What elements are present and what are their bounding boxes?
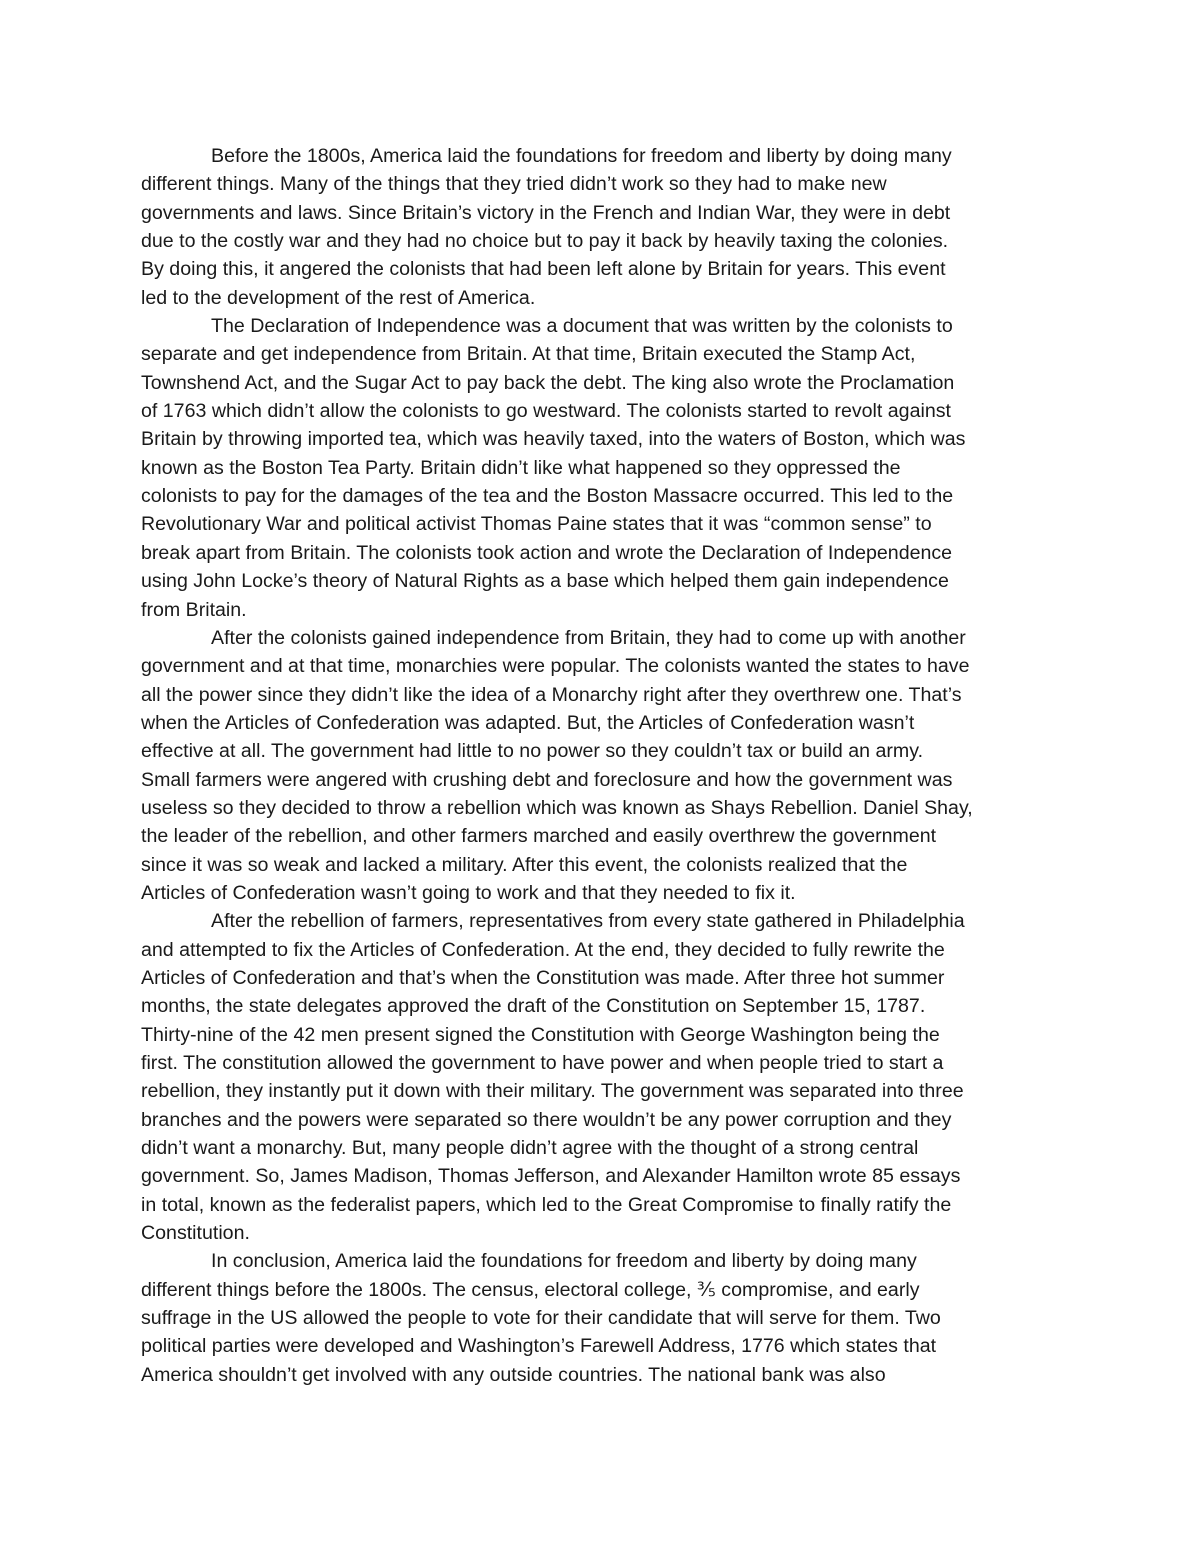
- text-line: Articles of Confederation wasn’t going to work and that they needed to fix it.: [141, 881, 796, 904]
- text-line: separate and get independence from Britain. At that time, Britain executed the Stamp Act,: [141, 343, 916, 366]
- text-line: rebellion, they instantly put it down with their military. The government was separated into three: [141, 1080, 964, 1103]
- text-line: since it was so weak and lacked a military. After this event, the colonists realized that the: [141, 853, 908, 876]
- text-line: Thirty-nine of the 42 men present signed the Constitution with George Washington being the: [141, 1023, 940, 1046]
- paragraph-first-line: After the rebellion of farmers, representatives from every state gathered in Philadelphia: [211, 910, 965, 933]
- text-line: first. The constitution allowed the government to have power and when people tried to start a: [141, 1052, 944, 1074]
- text-line: Constitution.: [141, 1222, 250, 1245]
- essay-body: [141, 142, 1066, 1389]
- text-line: By doing this, it angered the colonists that had been left alone by Britain for years. This event: [141, 258, 946, 281]
- text-line: of 1763 which didn’t allow the colonists to go westward. The colonists started to revolt against: [141, 400, 951, 423]
- text-line: useless so they decided to throw a rebellion which was known as Shays Rebellion. Daniel Shay,: [141, 796, 973, 819]
- text-line: Britain by throwing imported tea, which was heavily taxed, into the waters of Boston, which was: [141, 428, 966, 451]
- text-line: government and at that time, monarchies were popular. The colonists wanted the states to have: [141, 655, 970, 678]
- text-line: Small farmers were angered with crushing debt and foreclosure and how the government was: [141, 768, 953, 791]
- text-line: break apart from Britain. The colonists took action and wrote the Declaration of Independence: [141, 541, 953, 564]
- text-line: Articles of Confederation and that’s when the Constitution was made. After three hot summer: [141, 966, 945, 989]
- text-line: the leader of the rebellion, and other farmers marched and easily overthrew the government: [141, 825, 937, 848]
- text-line: colonists to pay for the damages of the tea and the Boston Massacre occurred. This led to the: [141, 485, 954, 508]
- text-line: and attempted to fix the Articles of Confederation. At the end, they decided to fully rewrite the: [141, 938, 945, 961]
- text-line: branches and the powers were separated so there wouldn’t be any power corruption and they: [141, 1108, 952, 1131]
- text-line: didn’t want a monarchy. But, many people didn’t agree with the thought of a strong central: [141, 1137, 919, 1160]
- text-line: governments and laws. Since Britain’s victory in the French and Indian War, they were in debt: [141, 201, 951, 224]
- text-line: Townshend Act, and the Sugar Act to pay back the debt. The king also wrote the Proclamation: [141, 371, 955, 394]
- text-line: using John Locke’s theory of Natural Rights as a base which helped them gain independence: [141, 570, 949, 593]
- text-line: Revolutionary War and political activist Thomas Paine states that it was “common sense” to: [141, 513, 932, 536]
- paragraph-first-line: After the colonists gained independence from Britain, they had to come up with another: [211, 626, 966, 649]
- text-line: months, the state delegates approved the draft of the Constitution on September 15, 1787.: [141, 995, 926, 1018]
- text-line: when the Articles of Confederation was adapted. But, the Articles of Confederation wasn’t: [141, 711, 915, 734]
- text-line: suffrage in the US allowed the people to vote for their candidate that will serve for them. Two: [141, 1307, 941, 1330]
- text-line: from Britain.: [141, 598, 247, 621]
- paragraph-first-line: Before the 1800s, America laid the foundations for freedom and liberty by doing many: [211, 145, 952, 167]
- text-line: effective at all. The government had little to no power so they couldn’t tax or build an army.: [141, 740, 924, 763]
- text-line: due to the costly war and they had no choice but to pay it back by heavily taxing the colonies.: [141, 230, 949, 253]
- text-line: different things. Many of the things that they tried didn’t work so they had to make new: [141, 173, 887, 196]
- text-line: in total, known as the federalist papers, which led to the Great Compromise to finally ratify the: [141, 1193, 952, 1216]
- text-line: all the power since they didn’t like the idea of a Monarchy right after they overthrew one. That’s: [141, 683, 962, 706]
- text-line: political parties were developed and Washington’s Farewell Address, 1776 which states that: [141, 1335, 937, 1358]
- paragraph-first-line: The Declaration of Independence was a document that was written by the colonists to: [211, 315, 953, 338]
- text-line: government. So, James Madison, Thomas Jefferson, and Alexander Hamilton wrote 85 essays: [141, 1165, 961, 1188]
- text-line: America shouldn’t get involved with any outside countries. The national bank was also: [141, 1363, 886, 1386]
- text-line: led to the development of the rest of America.: [141, 286, 536, 309]
- paragraph-first-line: In conclusion, America laid the foundations for freedom and liberty by doing many: [211, 1250, 917, 1273]
- text-line: different things before the 1800s. The census, electoral college, ⅗ compromise, and early: [141, 1278, 920, 1301]
- text-line: known as the Boston Tea Party. Britain didn’t like what happened so they oppressed the: [141, 456, 901, 479]
